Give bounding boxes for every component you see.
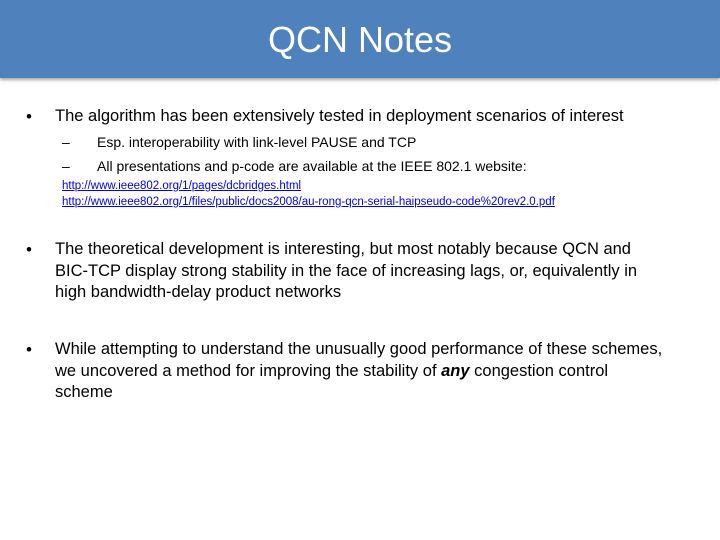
bullet-marker: •	[26, 240, 32, 259]
slide-title: QCN Notes	[267, 19, 453, 60]
dash-marker: –	[62, 134, 70, 150]
bullet-text	[55, 339, 665, 404]
bullet-marker: •	[26, 340, 32, 359]
bullet-text-end: congestion control scheme	[55, 361, 609, 401]
bullet-text-start: While attempting to understand the unusually good performance of these schemes, we uncovered a method for improving the stability of	[55, 340, 663, 380]
bullet-text: The theoretical development is interesting, but most notably because QCN and BIC-TCP display strong stability in the face of increasing lags, or, equivalently in high bandwidth-delay product networks	[55, 240, 638, 301]
link-dcbridges[interactable]: http://www.ieee802.org/1/pages/dcbridges.html	[62, 180, 302, 192]
dash-marker: –	[62, 158, 70, 174]
bullet-text: The algorithm has been extensively tested in deployment scenarios of interest	[55, 107, 624, 125]
link-qcn-pseudo-code-pdf[interactable]: http://www.ieee802.org/1/files/public/docs2008/au-rong-qcn-serial-haipseudo-code%20rev2.0.pdf	[62, 196, 555, 208]
sub-item-text: All presentations and p-code are available at the IEEE 802.1 website:	[97, 158, 527, 174]
bullet-marker: •	[26, 107, 32, 126]
sub-item-text: Esp. interoperability with link-level PAUSE and TCP	[97, 134, 417, 150]
emphasis-any: any	[441, 361, 470, 380]
title-bar	[0, 0, 720, 78]
